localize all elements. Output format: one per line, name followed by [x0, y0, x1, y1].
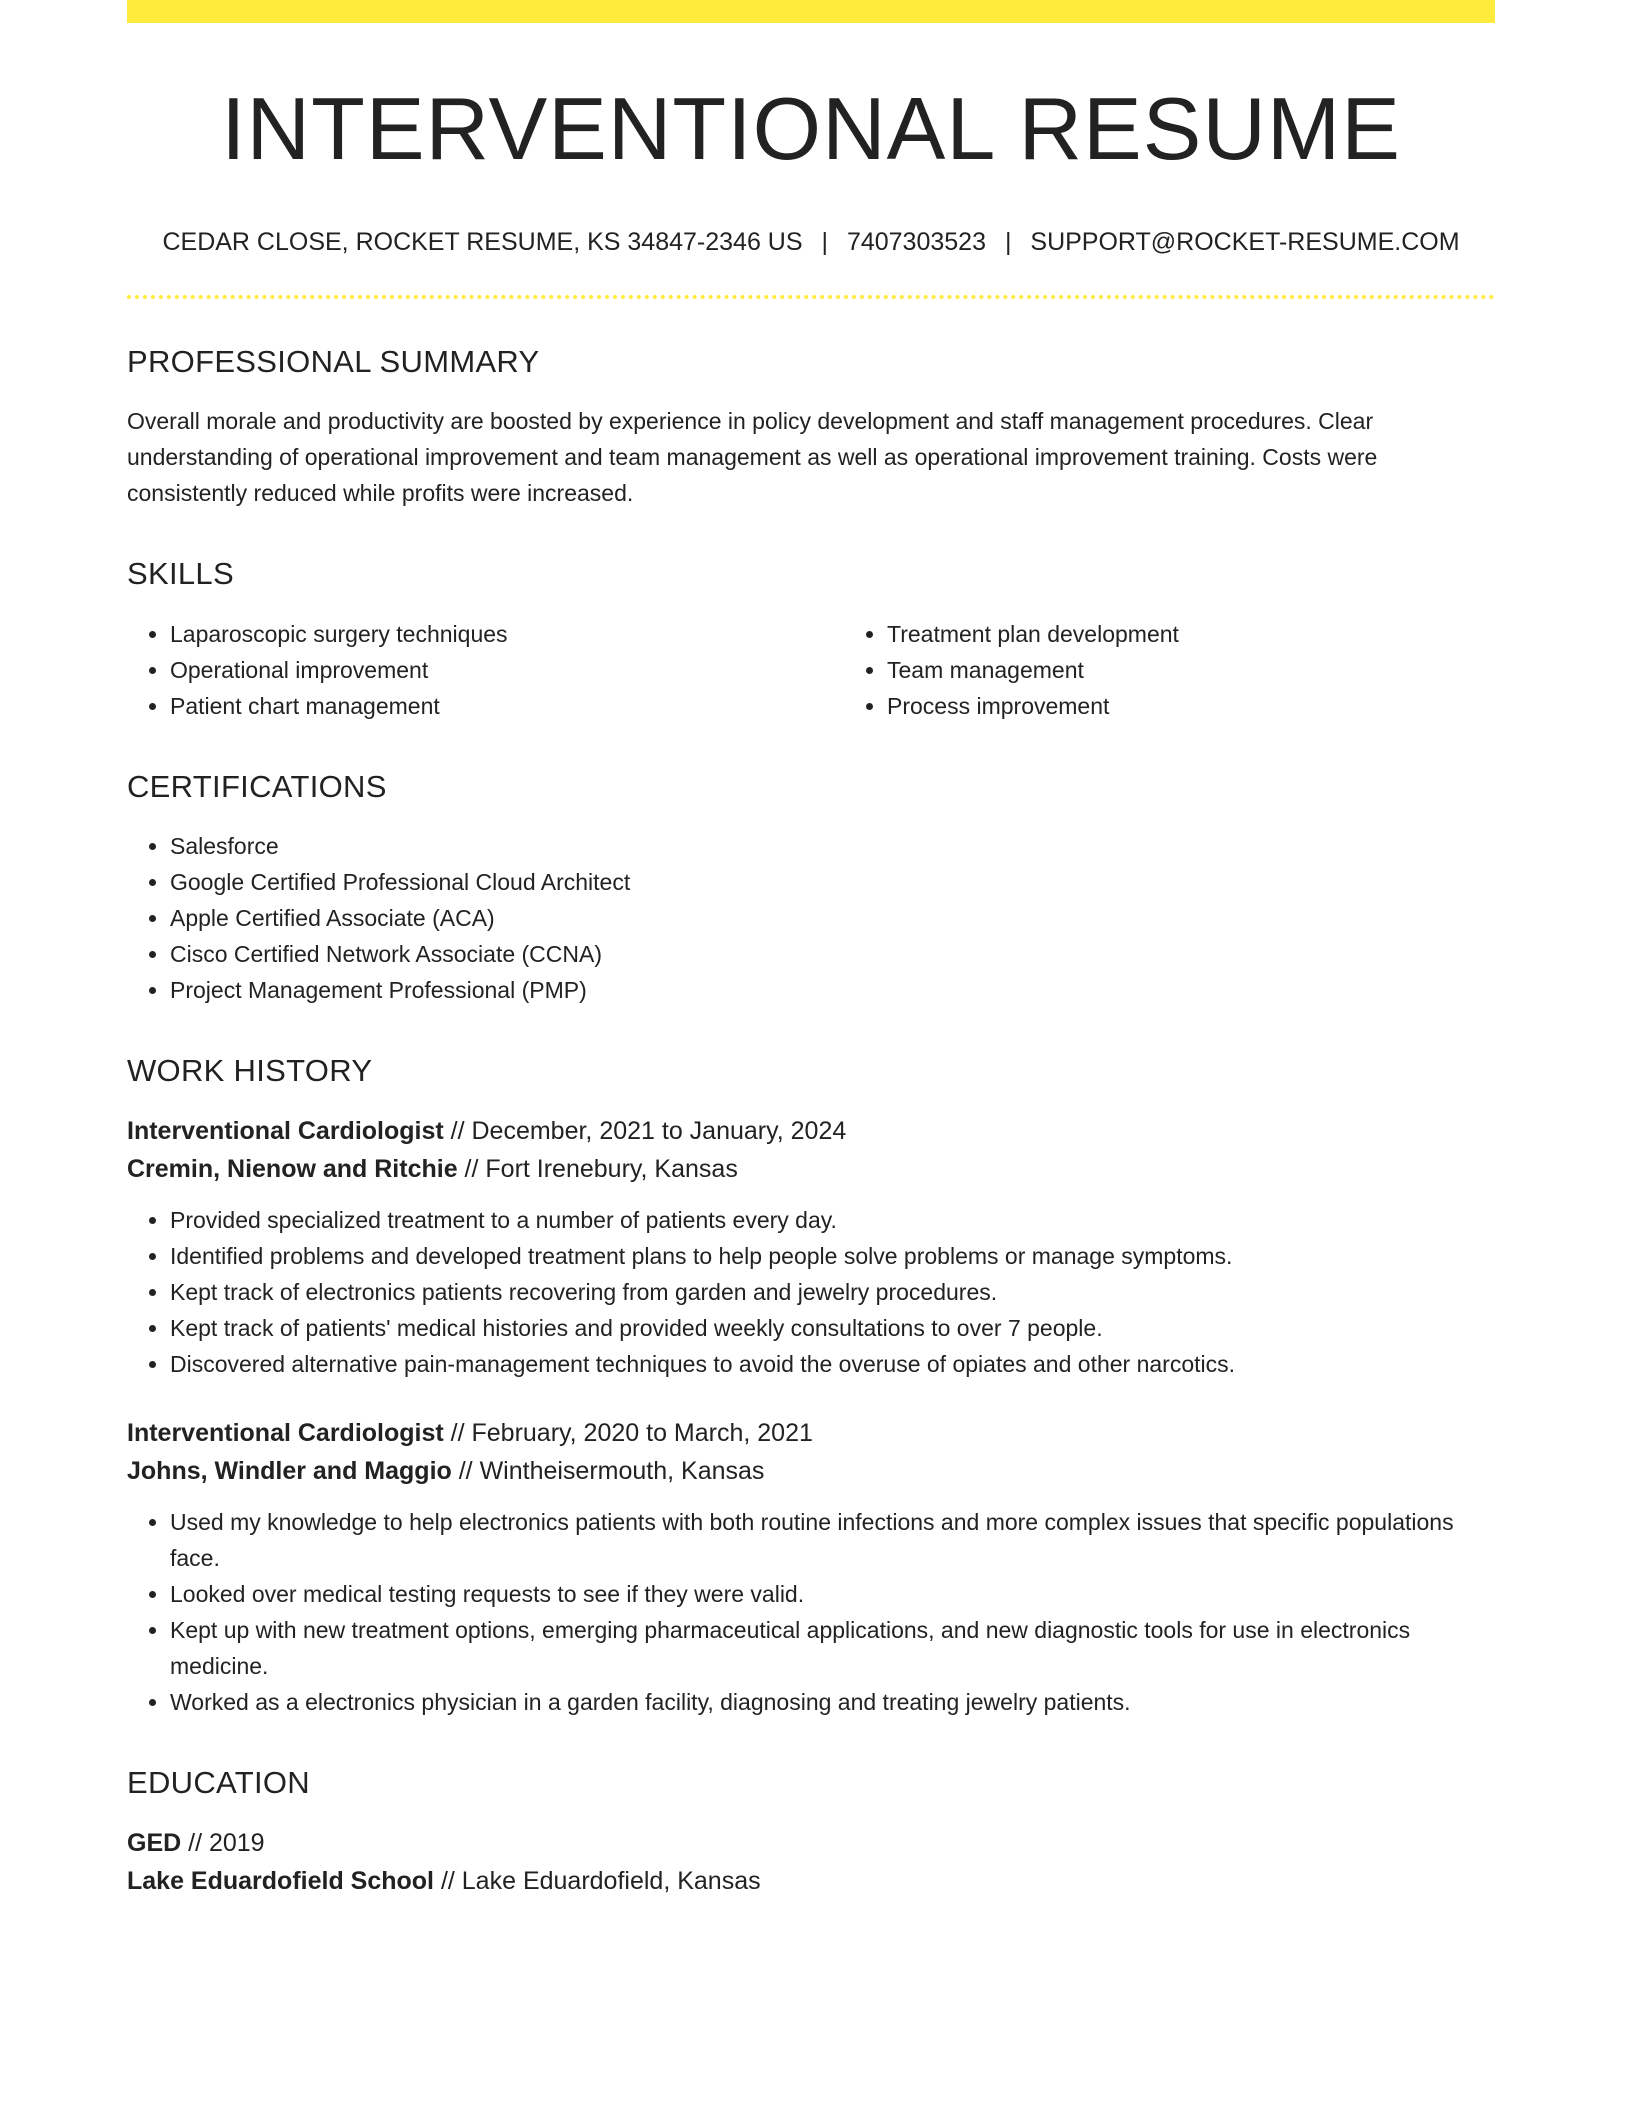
- job-bullet: • Kept track of patients' medical histories and provided weekly consultations to over 7 people.: [170, 1310, 1495, 1346]
- job-header: [127, 1414, 1495, 1490]
- job-role: Interventional Cardiologist: [127, 1116, 444, 1145]
- certifications-section: [127, 770, 1495, 1008]
- education-section: [127, 1766, 1495, 1900]
- contact-line: [127, 227, 1495, 257]
- skills-list-right: [844, 616, 1561, 724]
- contact-phone: 7407303523: [846, 228, 986, 257]
- education-school-line: [127, 1862, 1495, 1900]
- skill-item: • Operational improvement: [170, 652, 844, 688]
- education-degree-line: [127, 1824, 1495, 1862]
- header-divider: [127, 295, 1495, 299]
- job-bullet: • Looked over medical testing requests to see if they were valid.: [170, 1576, 1495, 1612]
- resume-title: INTERVENTIONAL RESUME: [221, 79, 1401, 178]
- skill-item: • Laparoscopic surgery techniques: [170, 616, 844, 652]
- job-dates: // December, 2021 to January, 2024: [443, 1116, 847, 1145]
- work-history-heading: WORK HISTORY: [127, 1052, 373, 1088]
- contact-separator: |: [821, 228, 828, 257]
- certification-item: • Apple Certified Associate (ACA): [170, 900, 1495, 936]
- certification-item: • Project Management Professional (PMP): [170, 972, 1495, 1008]
- job-bullet: • Discovered alternative pain-management techniques to avoid the overuse of opiates and other narcotics.: [170, 1346, 1495, 1382]
- skills-heading: SKILLS: [127, 556, 234, 592]
- skills-grid: [127, 616, 1495, 724]
- skill-item: • Team management: [887, 652, 1561, 688]
- job-bullet: • Used my knowledge to help electronics patients with both routine infections and more complex issues that specific populations face.: [170, 1504, 1495, 1576]
- skill-item: • Treatment plan development: [887, 616, 1561, 652]
- job-role: Interventional Cardiologist: [127, 1418, 444, 1447]
- job-bullets: [127, 1504, 1495, 1720]
- top-accent-bar: [127, 0, 1495, 23]
- job-company: Johns, Windler and Maggio: [127, 1456, 452, 1485]
- summary-heading: PROFESSIONAL SUMMARY: [127, 344, 540, 380]
- education-heading: EDUCATION: [127, 1764, 310, 1800]
- job-company-line: [127, 1150, 1495, 1188]
- job-title-line: [127, 1414, 1495, 1452]
- skill-item: • Patient chart management: [170, 688, 844, 724]
- summary-text: Overall morale and productivity are boosted by experience in policy development and staff management procedures. Clear understanding of operational improvement and team management as well as operational improvement training. Costs were consistently reduced while profits were increased.: [127, 408, 1378, 507]
- job-title-line: [127, 1112, 1495, 1150]
- education-year: // 2019: [181, 1828, 265, 1857]
- job-location: // Fort Irenebury, Kansas: [457, 1154, 738, 1183]
- job-bullet: • Provided specialized treatment to a number of patients every day.: [170, 1202, 1495, 1238]
- contact-email: SUPPORT@ROCKET-RESUME.COM: [1030, 228, 1460, 257]
- skills-list-left: [127, 616, 844, 724]
- contact-address: CEDAR CLOSE, ROCKET RESUME, KS 34847-2346 US: [162, 228, 803, 257]
- job-bullet: • Identified problems and developed treatment plans to help people solve problems or manage symptoms.: [170, 1238, 1495, 1274]
- job-company-line: [127, 1452, 1495, 1490]
- certifications-list: [127, 828, 1495, 1008]
- skill-item: • Process improvement: [887, 688, 1561, 724]
- job-header: [127, 1112, 1495, 1188]
- job-company: Cremin, Nienow and Ritchie: [127, 1154, 458, 1183]
- job-location: // Wintheisermouth, Kansas: [451, 1456, 765, 1485]
- education-location: // Lake Eduardofield, Kansas: [434, 1866, 761, 1895]
- job-entry: [127, 1414, 1495, 1720]
- job-bullet: • Kept track of electronics patients recovering from garden and jewelry procedures.: [170, 1274, 1495, 1310]
- job-dates: // February, 2020 to March, 2021: [443, 1418, 813, 1447]
- job-entry: [127, 1112, 1495, 1382]
- certification-item: • Cisco Certified Network Associate (CCNA): [170, 936, 1495, 972]
- contact-separator: |: [1004, 228, 1012, 257]
- education-degree: GED: [127, 1828, 182, 1857]
- job-bullet: • Worked as a electronics physician in a garden facility, diagnosing and treating jewelry patients.: [170, 1684, 1495, 1720]
- resume-page: [127, 0, 1495, 1900]
- certification-item: • Google Certified Professional Cloud Architect: [170, 864, 1495, 900]
- skills-section: [127, 557, 1495, 723]
- education-school: Lake Eduardofield School: [127, 1866, 434, 1895]
- education-entry: [127, 1824, 1495, 1900]
- certifications-heading: CERTIFICATIONS: [127, 768, 387, 804]
- work-history-section: [127, 1054, 1495, 1720]
- summary-section: [127, 345, 1495, 511]
- certification-item: • Salesforce: [170, 828, 1495, 864]
- job-bullets: [127, 1202, 1495, 1382]
- job-bullet: • Kept up with new treatment options, emerging pharmaceutical applications, and new diagnostic tools for use in electronics medicine.: [170, 1612, 1495, 1684]
